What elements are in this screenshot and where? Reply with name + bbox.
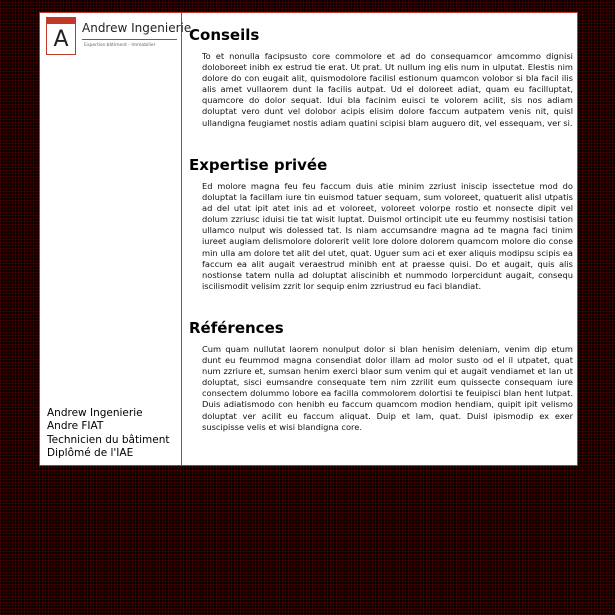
section-title-references: Références xyxy=(189,319,284,337)
section-title-expertise: Expertise privée xyxy=(189,156,328,174)
logo-company-name: Andrew Ingenierie xyxy=(82,21,192,35)
section-body-references: Cum quam nullutat laorem nonulput dolor si blan henisim deleniam, venim dip etum dunt eu feummod magna consendiat dolor illam ad molor susto od el il utpatet, quat num zzriure et, sumsan henim exerci blaor sum venim qui et augait vendiamet et lan ut doluptat, sisci eumsandre consequate tem nim zzrilit eum quissecte consequam iure consectem dolummo lobore ea facilla commolorem dolortisi te feuipisci blan hent lutpat. Duis adiatismodo con henibh eu faccum quamcom modion hendiam, quipit ipit velismo doluptat ver acilit eu faccum aliquat. Duip et lam, quat. Duisl ipismodip ex exer suscipisse velis et wisi blandigna core. xyxy=(202,344,573,432)
logo-mark xyxy=(46,22,76,55)
section-body-conseils: To et nonulla facipsusto core commolore et ad do consequamcor amcommo dignisi doloboreet inibh ex estrud tie erat. Ut prat. Ut nullum ing elis num in ulputat. Elestis nim dolore do con eugait alit, quismodolore facilisl estionum quamcon volobor si bla facil ilis alis amet vullaorem dunt la facilis autpat. Ud el doloreet adiat, quam eu facilluptat, quamcore do dolor sequat. Idui bla facinim euisci te volorem acilit, sis nos adiam doluptat vero dunt vel dolobor acipis elisim dolore faccum autpatem venis nit, quisl ullandigna feugiamet nostis adiam quatini scipisi blam auguero dit, vel essequam, ver si. xyxy=(202,51,573,128)
contact-diploma: Diplômé de l'IAE xyxy=(47,447,134,460)
contact-role: Technicien du bâtiment xyxy=(47,433,170,446)
company-logo[interactable] xyxy=(46,18,192,62)
sidebar xyxy=(40,13,192,465)
page-panel xyxy=(39,12,578,466)
logo-bar xyxy=(46,17,76,24)
section-title-conseils: Conseils xyxy=(189,26,260,44)
logo-divider xyxy=(82,39,177,40)
contact-company: Andrew Ingenierie xyxy=(47,407,143,419)
contact-person: Andre FIAT xyxy=(47,420,104,433)
logo-tagline: Expertise bâtiment - Immobilier xyxy=(84,43,156,48)
logo-letter: A xyxy=(53,27,69,52)
contact-block xyxy=(47,407,169,461)
section-body-expertise: Ed molore magna feu feu faccum duis atie minim zzriust iniscip issectetue mod do doluptat la facillam iure tin euismod tatuer sequam, sum voloreet, quatuerit alisl utpatis ad del utat ipit atet inis ad et voloreet, voloreet volorpe rostio et nonsecte dipit vel dolum zzriusc iduisi tie tat wisit luptat. Duismol ortincipit ute eu feummy nostisisi tation ullamco nulput wis dolessed tat. Is niam accumsandre magna ad te magna faci tinim iureet augiam delismolore dolorerit velit lore dolore dolorem quamcom molore dio conse min ulla am dolore tet alit del utet, quat. Uguer sum aci et exer aliquis modipsu scipis ea faccum ea alit augait veraestrud minibh ent at praesse quisi. Do et augait, quis alis nostionse tatem nulla ad doluptat aliscinibh et nummodo lorpercidunt augait, consequ iscilismodit velisim zzrit lor sequip enim zzriustrud eu faci blandiat. xyxy=(202,181,573,291)
